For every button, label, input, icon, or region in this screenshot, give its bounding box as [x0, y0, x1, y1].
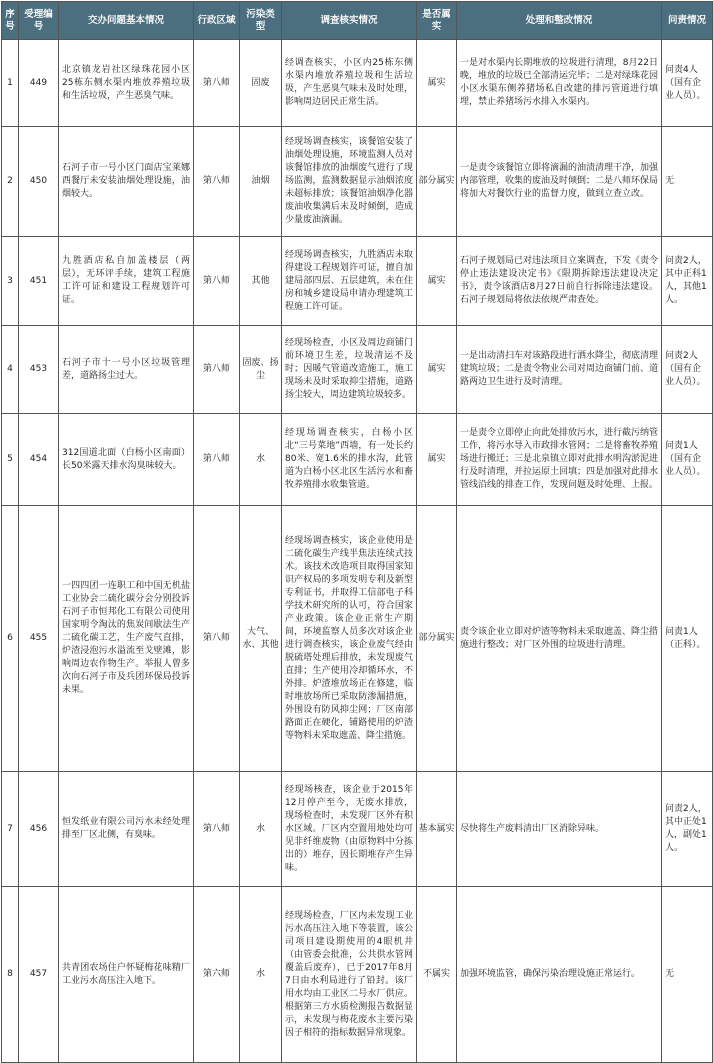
cell-issue: 一四四团一连职工和中国无机盐工业协会二硫化碳分会分别投诉石河子市恒邦化工有限公司使用国家明令淘汰的焦炭间歇法生产二硫化碳工艺，生产废气直排，炉渣浸泡污水溢流至戈壁滩，影响周边农作物生产。举报人曾多次向石河子市及兵团环保局投诉未果。 — [59, 506, 194, 772]
cell-action: 一是出动清扫车对该路段进行洒水降尘，彻底清理建筑垃圾；二是责令物业公司对周边商铺门前、道路两边卫生进行及时清理。 — [457, 326, 662, 414]
table-row — [2, 414, 713, 506]
cell-accountability: 无 — [662, 127, 713, 237]
cell-id: 450 — [19, 127, 59, 237]
cell-id: 451 — [19, 237, 59, 326]
cell-action: 石河子规划局已对违法项目立案调查，下发《责令停止违法建设决定书》《限期拆除违法建设决定书》，责令该酒店8月27日前自行拆除违法建设。石河子规划局将依法依规严肃查处。 — [457, 237, 662, 326]
header-seq: 序号 — [2, 2, 19, 40]
cell-pollution-type: 固废、扬尘 — [240, 326, 282, 414]
header-pollution-type: 污染类型 — [240, 2, 282, 40]
table-header-row — [2, 2, 713, 40]
cell-pollution-type: 水 — [240, 887, 282, 1063]
header-finding: 调查核实情况 — [282, 2, 417, 40]
cell-finding: 经现场调查核实，该企业使用是二硫化碳生产线半焦法连续式技术。该技术改造项目取得国家知识产权局的多项发明专利及新型专利证书，并取得工信部电子科学技术研究所的认可，符合国家产业政策。该企业正常生产期间，环境监察人员多次对该企业进行调查核实，该企业废气经由脱硫塔处理后排放，未发现废气直排；生产使用冷却循环水，不外排。炉渣堆放场正在修建，临时堆放场所已采取防渗漏措施，外围设有防风抑尘网；厂区南部路面正在硬化，铺路使用的炉渣等物料未采取遮盖、降尘措施。 — [282, 506, 417, 772]
cell-region: 第八师 — [194, 40, 240, 127]
cell-id: 453 — [19, 326, 59, 414]
cell-verified: 部分属实 — [417, 127, 457, 237]
header-verified: 是否属实 — [417, 2, 457, 40]
cell-seq: 2 — [2, 127, 19, 237]
cell-issue: 共青团农场住户怀疑梅花味精厂工业污水高压注入地下。 — [59, 887, 194, 1063]
cell-pollution-type: 油烟 — [240, 127, 282, 237]
cell-verified: 属实 — [417, 237, 457, 326]
cell-finding: 经现场调查核实，九胜酒店未取得建设工程规划许可证，擅自加建局部四层、五层建筑，未在住房和城乡建设局申请办理建筑工程施工许可证。 — [282, 237, 417, 326]
cell-seq: 4 — [2, 326, 19, 414]
cell-region: 第八师 — [194, 237, 240, 326]
cell-issue: 312国道北面（白杨小区南面）长50米露天排水沟臭味较大。 — [59, 414, 194, 506]
cell-pollution-type: 水 — [240, 414, 282, 506]
cell-accountability: 问责2人，其中正科1人，其他1人。 — [662, 237, 713, 326]
table-row — [2, 40, 713, 127]
cell-action: 一是责令立即停止向此处排放污水，进行截污纳管工作，将污水导入市政排水管网；二是将畜牧养殖场进行搬迁；三是北泉镇立即对此排水明沟淤泥进行及时清理，并拉运原土回填；四是加强对此排水管线沿线的排查工作，发现问题及时处理、上报。 — [457, 414, 662, 506]
cell-region: 第八师 — [194, 414, 240, 506]
cell-seq: 3 — [2, 237, 19, 326]
cell-finding: 经现场检查，厂区内未发现工业污水高压注入地下等装置，该公司项目建设期使用的4眼机井（由管委会批准，公共供水管网覆盖后废弃），已于2017年8月7日由水利局进行了铅封。该厂用水均由工业区二号水厂供应。根据第三方水质检测报告数据显示，未发现与梅花废水主要污染因子相符的指标数据异常现象。 — [282, 887, 417, 1063]
cell-seq: 6 — [2, 506, 19, 772]
cell-pollution-type: 大气、水、其他 — [240, 506, 282, 772]
cell-accountability: 问责4人（国有企业人员）。 — [662, 40, 713, 127]
cell-region: 第八师 — [194, 326, 240, 414]
cell-verified: 部分属实 — [417, 506, 457, 772]
cell-issue: 九胜酒店私自加盖楼层（两层），无环评手续，建筑工程施工许可证和建设工程规划许可证。 — [59, 237, 194, 326]
cell-seq: 8 — [2, 887, 19, 1063]
cell-finding: 经调查核实，小区内25栋东侧水渠内堆放养殖垃圾和生活垃圾，产生恶臭气味未及时处理，影响周边居民正常生活。 — [282, 40, 417, 127]
cell-seq: 5 — [2, 414, 19, 506]
table-row — [2, 237, 713, 326]
cell-region: 第六师 — [194, 887, 240, 1063]
table-row — [2, 887, 713, 1063]
header-action: 处理和整改情况 — [457, 2, 662, 40]
cell-accountability: 问责2人（国有企业人员）。 — [662, 326, 713, 414]
cell-seq: 1 — [2, 40, 19, 127]
cell-id: 456 — [19, 772, 59, 887]
cell-id: 449 — [19, 40, 59, 127]
cell-finding: 经现场核查，该企业于2015年12月停产至今，无废水排放，现场检查时，未发现厂区外有积水区域。厂区内空置用地处均可见非纤维废物（由原物料中分拣出的）堆存，因长期堆存产生异味。 — [282, 772, 417, 887]
table-row — [2, 326, 713, 414]
cell-finding: 经现场检查，小区及周边商铺门前环境卫生差，垃圾清运不及时；因暖气管道改造施工，施工现场未及时采取抑尘措施，道路扬尘较大，周边建筑垃圾较多。 — [282, 326, 417, 414]
cell-accountability: 问责1人（正科）。 — [662, 506, 713, 772]
cell-action: 尽快将生产废料清出厂区消除异味。 — [457, 772, 662, 887]
cell-seq: 7 — [2, 772, 19, 887]
header-accountability: 问责情况 — [662, 2, 713, 40]
table-row — [2, 127, 713, 237]
cell-accountability: 无 — [662, 887, 713, 1063]
cell-issue: 北京镇龙岩社区绿珠花园小区25栋东侧水渠内堆放养殖垃圾和生活垃圾，产生恶臭气味。 — [59, 40, 194, 127]
cell-action: 加强环境监管，确保污染治理设施正常运行。 — [457, 887, 662, 1063]
header-id: 受理编号 — [19, 2, 59, 40]
table-row — [2, 772, 713, 887]
cell-pollution-type: 其他 — [240, 237, 282, 326]
cell-issue: 石河子市十一号小区垃圾管理差，道路扬尘过大。 — [59, 326, 194, 414]
cell-finding: 经现场调查核实，白杨小区北“三号菜地”西墙，有一处长约80米、宽1.6米的排水沟，此管道为白杨小区北区生活污水和畜牧养殖排水收集管道。 — [282, 414, 417, 506]
cell-verified: 基本属实 — [417, 772, 457, 887]
cell-id: 457 — [19, 887, 59, 1063]
cell-region: 第八师 — [194, 772, 240, 887]
cell-id: 455 — [19, 506, 59, 772]
cell-accountability: 问责1人（国有企业人员）。 — [662, 414, 713, 506]
cell-issue: 石河子市一号小区门面店宝莱娜西餐厅未安装油烟处理设施，油烟较大。 — [59, 127, 194, 237]
cell-id: 454 — [19, 414, 59, 506]
cell-verified: 属实 — [417, 326, 457, 414]
cell-region: 第八师 — [194, 506, 240, 772]
cell-issue: 恒发纸业有限公司污水未经处理排至厂区北侧，有臭味。 — [59, 772, 194, 887]
complaint-table — [1, 1, 713, 1063]
cell-region: 第八师 — [194, 127, 240, 237]
cell-action: 责令该企业立即对炉渣等物料未采取遮盖、降尘措施进行整改；对厂区外围的垃圾进行清理。 — [457, 506, 662, 772]
table-row — [2, 506, 713, 772]
header-region: 行政区域 — [194, 2, 240, 40]
cell-action: 一是责令该餐馆立即将滴漏的油渍清理干净，加强内部管理，收集的废油及时倾倒；二是八师环保局将加大对餐饮行业的监督力度，做到立查立改。 — [457, 127, 662, 237]
header-issue: 交办问题基本情况 — [59, 2, 194, 40]
cell-accountability: 问责2人，其中正处1人，副处1人。 — [662, 772, 713, 887]
cell-finding: 经现场调查核实，该餐馆安装了油烟处理设施，环境监测人员对该餐馆排放的油烟废气进行了现场监测，监测数据显示油烟浓度未超标排放；该餐馆油烟净化器废油收集满后未及时倾倒，造成少量废油滴漏。 — [282, 127, 417, 237]
cell-pollution-type: 水 — [240, 772, 282, 887]
cell-action: 一是对水渠内长期堆放的垃圾进行清理，8月22日晚，堆放的垃圾已全部清运完毕；二是对绿珠花园小区水渠东侧养猪场私自改建的排污管道进行填埋，禁止养猪场污水排入水渠内。 — [457, 40, 662, 127]
cell-verified: 不属实 — [417, 887, 457, 1063]
cell-verified: 属实 — [417, 40, 457, 127]
cell-pollution-type: 固废 — [240, 40, 282, 127]
cell-verified: 属实 — [417, 414, 457, 506]
